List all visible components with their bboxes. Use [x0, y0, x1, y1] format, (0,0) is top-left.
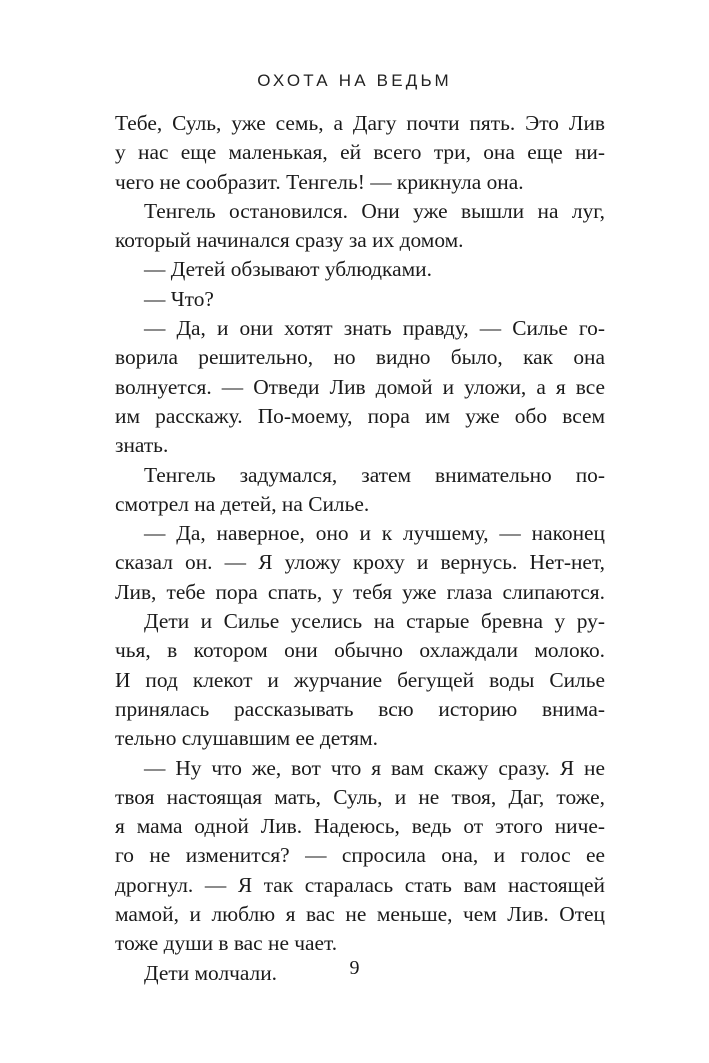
text-line: мамой, и люблю я вас не меньше, чем Лив. Отец — [115, 902, 605, 927]
text-line: — Что? — [144, 286, 214, 311]
text-line: го не изменится? — спросила она, и голос ее — [115, 843, 605, 868]
text-line: сказал он. — Я уложу кроху и вернусь. Нет-нет, — [115, 550, 605, 575]
text-line: — Да, и они хотят знать правду, — Силье го- — [144, 316, 605, 341]
text-line: у нас еще маленькая, ей всего три, она еще ни- — [115, 140, 605, 165]
text-line: — Ну что же, вот что я вам скажу сразу. Я не — [144, 755, 605, 780]
text-line: который начинался сразу за их домом. — [115, 228, 464, 253]
text-line: — Детей обзывают ублюдками. — [144, 257, 432, 282]
text-line: Дети и Силье уселись на старые бревна у ру- — [144, 609, 605, 634]
text-line: волнуется. — Отведи Лив домой и уложи, а я все — [115, 374, 605, 399]
page-number: 9 — [349, 957, 360, 979]
text-line: знать. — [115, 433, 169, 458]
text-line: ворила решительно, но видно было, как она — [115, 345, 605, 370]
text-line: принялась рассказывать всю историю внима- — [115, 696, 605, 721]
body-text — [115, 109, 605, 988]
text-line: — Да, наверное, оно и к лучшему, — наконец — [144, 521, 605, 546]
text-line: Дети молчали. — [144, 960, 278, 985]
text-line: чья, в котором они обычно охлаждали молоко. — [115, 638, 605, 663]
text-line: чего не сообразит. Тенгель! — крикнула она. — [115, 169, 524, 194]
text-line: дрогнул. — Я так старалась стать вам настоящей — [115, 872, 605, 897]
text-line: Тенгель задумался, затем внимательно по- — [144, 462, 605, 487]
text-line: я мама одной Лив. Надеюсь, ведь от этого ниче- — [115, 814, 605, 839]
text-line: тельно слушавшим ее детям. — [115, 726, 378, 751]
running-head-title: ОХОТА НА ВЕДЬМ — [257, 71, 452, 90]
text-line: твоя настоящая мать, Суль, и не твоя, Даг, тоже, — [115, 784, 605, 809]
text-line: тоже души в вас не чает. — [115, 931, 338, 956]
text-line: смотрел на детей, на Силье. — [115, 491, 370, 516]
text-line: И под клекот и журчание бегущей воды Силье — [115, 667, 605, 692]
text-line: Лив, тебе пора спать, у тебя уже глаза слипаются. — [115, 579, 605, 604]
text-line: Тебе, Суль, уже семь, а Дагу почти пять. Это Лив — [115, 111, 605, 135]
text-line: Тенгель остановился. Они уже вышли на луг, — [144, 198, 605, 223]
text-line: им расскажу. По-моему, пора им уже обо всем — [115, 403, 605, 428]
